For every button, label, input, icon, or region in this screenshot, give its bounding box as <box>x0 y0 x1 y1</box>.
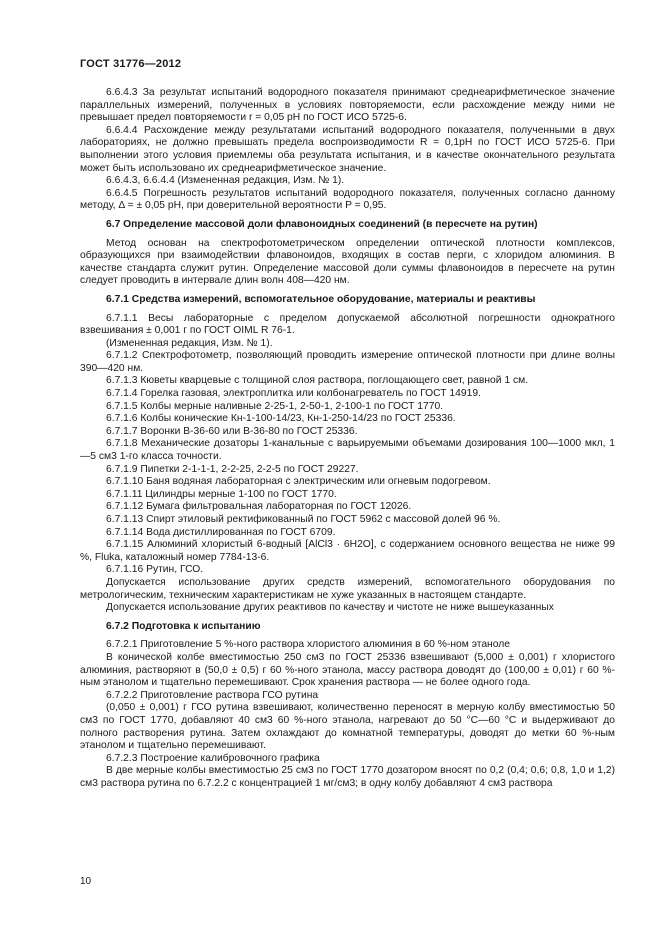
paragraph: 6.7.1.8 Механические дозаторы 1-канальные с варьируемыми объемами дозирования 100—1000 мкл, 1—5 см3 1-го класса точности. <box>80 438 615 463</box>
document-header: ГОСТ 31776—2012 <box>80 58 182 70</box>
paragraph: 6.7.1.1 Весы лабораторные с пределом допускаемой абсолютной погрешности однократного взвешивания ± 0,001 г по ГОСТ OIML R 76-1. <box>80 312 615 337</box>
paragraph: 6.7.1.11 Цилиндры мерные 1-100 по ГОСТ 1770. <box>106 488 337 500</box>
paragraph: 6.7.1.10 Баня водяная лабораторная с электрическим или огневым подогревом. <box>106 476 491 488</box>
paragraph: Метод основан на спектрофотометрическом определении оптической плотности комплексов, образующихся при взаимодействии флавоноидов, входящих в состав перги, с хлоридом алюминия. В качестве стандарта служит рутин. Определение массовой доли суммы флавоноидов в пересчете на рутин следует проводить в интервале длин волн 408—420 нм. <box>80 237 615 287</box>
paragraph: 6.7.1.12 Бумага фильтровальная лабораторная по ГОСТ 12026. <box>106 501 412 513</box>
paragraph: (Измененная редакция, Изм. № 1). <box>106 337 273 349</box>
section-heading: 6.7.2 Подготовка к испытанию <box>106 620 261 632</box>
paragraph: 6.6.4.3 За результат испытаний водородного показателя принимают среднеарифметическое значение параллельных измерений, полученных в условиях повторяемости, если расхождение между ними не превышает предел повторяемости r = 0,05 pH по ГОСТ ИСО 5725-6. <box>80 87 615 124</box>
paragraph: 6.6.4.3, 6.6.4.4 (Измененная редакция, Изм. № 1). <box>106 175 345 187</box>
paragraph: 6.7.2.3 Построение калибровочного графика <box>106 752 320 764</box>
paragraph: 6.7.1.15 Алюминий хлористый 6-водный [AlCl3 · 6H2O], с содержанием основного вещества не ниже 99 %, Fluka, каталожный номер 7784-13-6. <box>80 539 615 563</box>
paragraph: 6.6.4.4 Расхождение между результатами испытаний водородного показателя, полученными в двух лабораториях, не должно превышать предела воспроизводимости R = 0,1pH по ГОСТ ИСО 5725-6. При выполнении этого условия приемлемы оба результата испытания, и в качестве окончательного результата может быть использовано их среднеарифметическое значение. <box>80 124 615 174</box>
paragraph: 6.7.1.4 Горелка газовая, электроплитка или колбонагреватель по ГОСТ 14919. <box>106 388 481 400</box>
paragraph: 6.7.1.9 Пипетки 2-1-1-1, 2-2-25, 2-2-5 по ГОСТ 29227. <box>106 463 359 475</box>
paragraph: (0,050 ± 0,001) г ГСО рутина взвешивают, количественно переносят в мерную колбу вместимостью 50 см3 по ГОСТ 1770, добавляют 40 см3 60 %-ного этанола, нагревают до 50 °С—60 °С и выдерживают до полного растворения рутина. Затем охлаждают до комнатной температуры, доводят до метки 60 %-ным этанолом и тщательно перемешивают. <box>80 702 615 752</box>
section-heading: 6.7 Определение массовой доли флавоноидных соединений (в пересчете на рутин) <box>106 218 538 230</box>
paragraph: 6.7.1.3 Кюветы кварцевые с толщиной слоя раствора, поглощающего свет, равной 1 см. <box>106 375 529 387</box>
paragraph: 6.7.1.6 Колбы конические Кн-1-100-14/23, Кн-1-250-14/23 по ГОСТ 25336. <box>106 413 456 425</box>
paragraph: 6.7.2.1 Приготовление 5 %-ного раствора хлористого алюминия в 60 %-ном этаноле <box>106 639 510 651</box>
paragraph: 6.7.1.5 Колбы мерные наливные 2-25-1, 2-50-1, 2-100-1 по ГОСТ 1770. <box>106 400 444 412</box>
paragraph: В две мерные колбы вместимостью 25 см3 по ГОСТ 1770 дозатором вносят по 0,2 (0,4; 0,6; 0,8, 1,0 и 1,2) см3 раствора рутина по 6.7.2.2 с концентрацией 1 мг/см3; в одну колбу добавляют 4 см3 раствора <box>80 765 615 789</box>
paragraph: 6.7.1.14 Вода дистиллированная по ГОСТ 6709. <box>106 526 336 538</box>
paragraph: 6.7.1.7 Воронки В-36-60 или В-36-80 по ГОСТ 25336. <box>106 425 358 437</box>
paragraph: 6.7.1.2 Спектрофотометр, позволяющий проводить измерение оптической плотности при длине волны 390—420 нм. <box>80 350 615 374</box>
paragraph: 6.6.4.5 Погрешность результатов испытаний водородного показателя, полученных согласно данному методу, Δ = ± 0,05 pH, при доверительной вероятности P = 0,95. <box>80 187 615 212</box>
page-number: 10 <box>80 876 92 887</box>
section-heading: 6.7.1 Средства измерений, вспомогательное оборудование, материалы и реактивы <box>106 293 536 305</box>
paragraph: Допускается использование других реактивов по качеству и чистоте не ниже вышеуказанных <box>106 602 554 614</box>
paragraph: 6.7.1.16 Рутин, ГСО. <box>106 564 204 576</box>
document-body <box>80 87 615 790</box>
paragraph: Допускается использование других средств измерений, вспомогательного оборудования по метрологическим, техническим характеристикам не хуже указанных в настоящем стандарте. <box>80 576 615 601</box>
paragraph: В конической колбе вместимостью 250 см3 по ГОСТ 25336 взвешивают (5,000 ± 0,001) г хлористого алюминия, растворяют в (50,0 ± 0,5) г 60 %-ного этанола, массу раствора доводят до (100,00 ± 0,01) г 60 %-ным этанолом и тщательно перемешивают. Срок хранения раствора — не более одного года. <box>80 651 615 689</box>
paragraph: 6.7.2.2 Приготовление раствора ГСО рутина <box>106 689 319 701</box>
paragraph: 6.7.1.13 Спирт этиловый ректификованный по ГОСТ 5962 с массовой долей 96 %. <box>106 514 501 525</box>
